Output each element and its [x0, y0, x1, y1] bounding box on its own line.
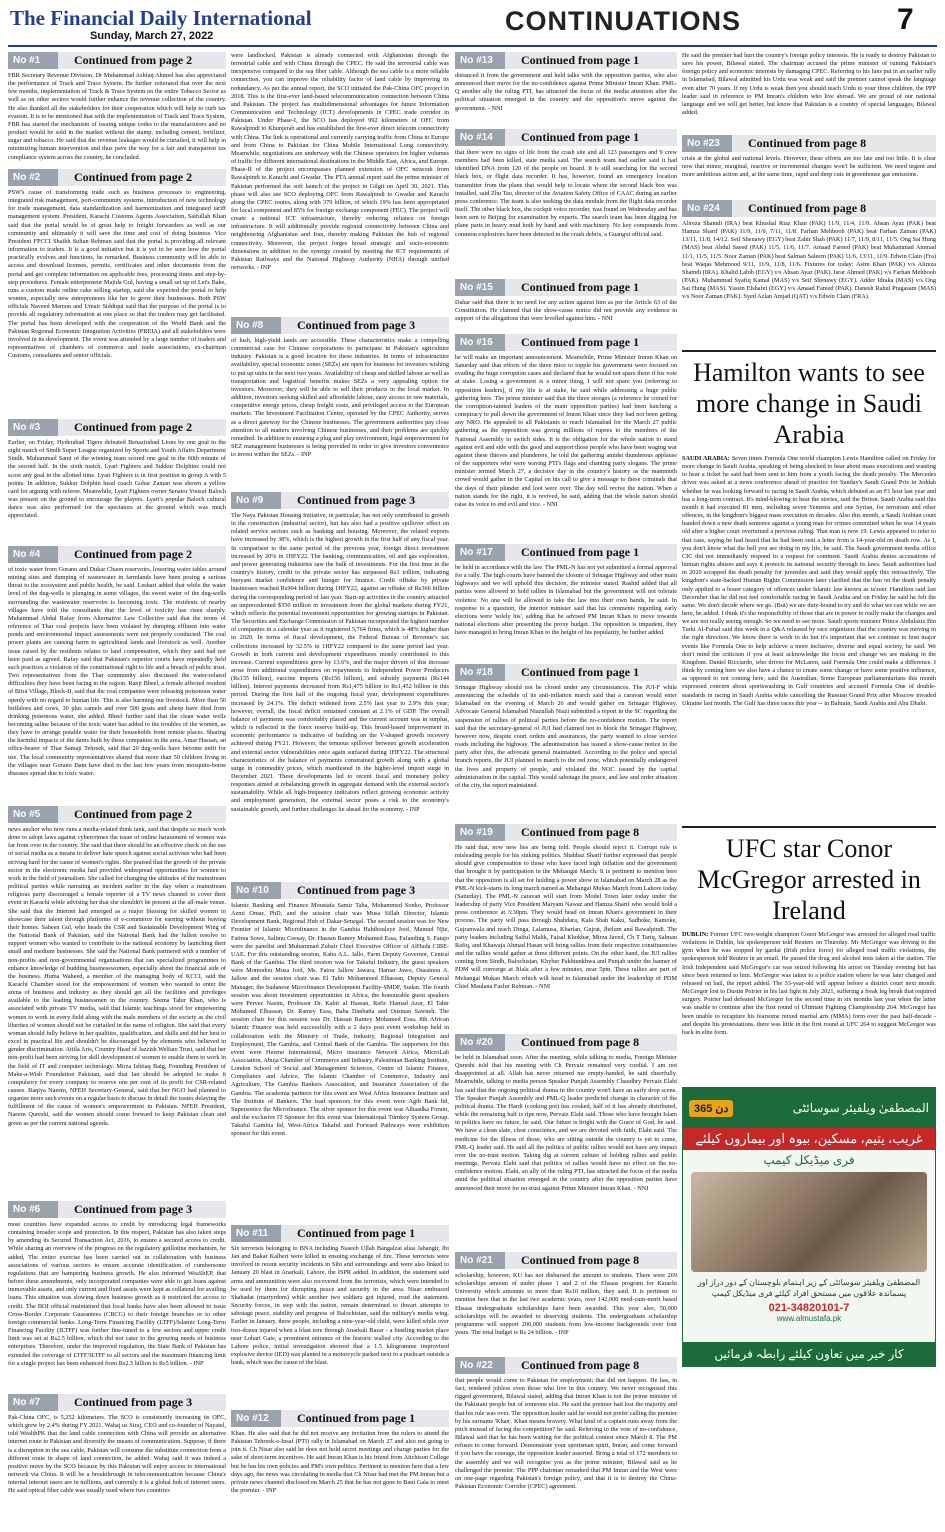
item-body: The Naya Pakistan Housing Initiative, in particular, has not only contributed to growth in the construction (industrial sector), but has also had a positive spillover effect on related service sectors such as banking and housing. Moreover, the related exports have increased by 38%, which is the highest growth in the first half of any fiscal year. In comparison to the same period of the previous year, foreign direct investment increased by 20% in 1HFY22. The banking, communication, oil and gas exploration, and power generating industries saw the bulk of investments. For the first time in the country's history, credit to the private sector has surpassed Rs1 trillion, indicating buoyant market confidence and hunger for finance. Credit offtake by private businesses reached Rs904 billion during 1HFY22, against an offtake of Rs366 billion during the corresponding period of last year. Start-up activities in the country attracted an unprecedented $350 million in investment from the global markets during FY21, which reflects the potential investment opportunities for growing startups in Pakistan. The Securities and Exchange Commission of Pakistan incorporated the highest number of companies in a calendar year as it registered 5,764 firms, which is 48% higher than in 2020. In terms of fiscal development, the Federal Bureau of Revenue's tax collections increased by 32.5% in 1HFY22 compared to the same period last year. Growth in both current and development expenditures mostly contributed to this increase. Current expenditures grew by 13.6%, and the major drivers of this increase arose from additional expenditures on repayments to Independent Power Producers (Rs135 billion), vaccine imports (Rs156 billion), and subsidy payments (Rs144 billion). Interest payments decreased from Rs1,475 billion to Rs1,452 billion in this period. During the first half of the ongoing fiscal year, development expenditures increased by 24.1%. The deficit widened from 2.5% last year to 2.9% this year; however, overall, the fiscal deficit remained constant at 2.1% of GDP. The overall balance of payments was comfortably placed and the current account was in surplus, which is reflected in the forex reserve build-up. This broad-based improvement in economic performance is indicative of building on the V-shaped growth recovery achieved during FY21. However, the tenuous spillover between growth acceleration and external sector vulnerabilities once again surfaced during 1HFY22. The structural characteristics of the balance of payments constrained growth along with a global surge in commodity prices, which manifested in the higher-level import surge in December 2021. These developments led to recent fiscal and monetary policy responses aimed at rebalancing growth in aggregate demand with the external sector's sustainability. While all high-frequency indicators reflect growing economic activity and employment generation, the external sector poses a risk to the economy's sustainable growth, and further challenges lie ahead for the economy. - INP [231, 512, 449, 813]
item-header [455, 1357, 677, 1374]
item-header [8, 52, 226, 69]
ad-header [683, 1088, 935, 1128]
item-body: were landlocked. Pakistan is already connected with Afghanistan through the terrestrial cable and with China through the CPEC. He said the terrestrial cable was inexpensive compared to the sea fiber cable. Although the sea cable is a more reliable connection, you can improve the reliability factor of land cable by improving its redundancy. As per the annual report, the SCO initiated the Pak-China OFC project in 2018. This is the first-ever land-based telecommunication connection between China and Pakistan. The project has multidimensional advantages for future Information Communication and Technology (ICT) developments in CPEC trade corridor in Pakistan. Under Phase-I, the SCO has deployed 992 kilometers of OFC from Rawalpindi to Khunjerab and has established the first-ever direct telecom connectivity with China. The link is operational and currently carrying traffic from China to Europe and from China to Pakistan for China Mobile International Long connectivity. Meanwhile, negotiations are underway with the Chinese operators for higher volumes of traffic for different international destinations in the Middle East, Africa, and Europe. Phase-II of the project encompasses planned extension of OFC network from Rawalpindi to Karachi and Gwadar. The PTA annual report said the prime minister of Pakistan performed the soft launch of the project in Gilgit on April 30, 2021. This phase will also see SCO deploying OFC from Rawalpindi to Gwadar and Karachi along the CPEC routes, along with 379 billion, of which 19% has been appropriated for local component and 85% for foreign exchange component (FEC). The project will create a national ICT infrastructure, thereby reducing reliance on foreign infrastructure. It will additionally provide regional connectivity between China and neighbouring Afghanistan and Iran, thereby making Pakistan the hub of regional connectivity. Moreover, the project forges broad strategic and socio-economic dimensions in addition to the synergy created by meeting the ICT requirements of Pakistan Railways and the National Highway Authority (NHA) through unified networks. - INP [231, 52, 449, 272]
continuation-item [455, 664, 677, 819]
item-body: crisis at the global and national levels. However, these efforts are too late and too little. It is clear now that minor, marginal, reactive or incremental changes won't be sufficient. We need urgent and more ambitious action and, at the same time, rapid and deep cuts in greenhouse gas emissions. [682, 155, 936, 179]
item-continued-label: Continued from page 8 [505, 1357, 677, 1374]
item-continued-label: Continued from page 1 [505, 334, 677, 351]
item-continued-label: Continued from page 2 [58, 546, 226, 563]
continuation-item [8, 52, 226, 164]
story-headline: Hamilton wants to see more change in Saudi Arabia [682, 350, 936, 450]
item-number: No #15 [455, 279, 505, 296]
item-number: No #18 [455, 664, 505, 681]
item-body: Earlier, on Friday, Hyderabad Tigers defeated Benazirabad Lions by one goal in the eight match of Sindh Super League organized by Sports and Youth Affairs Department Sindh. Muhammad Sami of the winning team scored one goal in the 60th minute of the second half. In the sixth match, Lyari Fighters and Sukkur Dolphins could not score any goal in the allotted time. Lyari Fighters is in first position in group A with 5 points. In addition, Sukkur Dolphin head coach Gohar Zaman was shown a yellow card for arguing with referee. Meanwhile, Lyari Fighters owner Senator Yousuf Baloch was present on the ground to encourage the players. Lyari's popular Baloch cultural dance was also performed for the spectators at the ground which was much appreciated. [8, 439, 226, 520]
item-number: No #17 [455, 544, 505, 561]
continuation-item [682, 200, 936, 345]
ad-photo [691, 1172, 927, 1272]
column-4 [682, 52, 936, 1367]
item-continued-label: Continued from page 8 [505, 1252, 677, 1269]
item-continued-label: Continued from page 1 [281, 1225, 449, 1242]
story-text: Seven times Formula One world champion Lewis Hamilton called on Friday for more change in Saudi Arabia, speaking of being shocked to hear about mass executions and wanting to hear a ticket he said had been sent to him from a youth facing the death penalty. The Mercedes driver was asked at a news conference ahead of practice for Sunday's Saudi Grand Prix in Jeddah whether he was looking forward to racing in Saudi Arabia, which debuted as an F1 host last year and has a long-term contract. It's mind-blowing to hear the stories, said the Briton. Saudi Arabia said this month it had executed 81 men, including seven Yemenis and one Syrian, for terrorism and other offences, in the kingdom's biggest mass execution in decades. Also this month, a Saudi Arabian court handed down a new death sentence against a young man for crimes committed when he was 14 years old after a higher court overturned a previous ruling. That man is now 19. Lewis appeared to refer to that case, saying he had heard that he had been sent a letter from a 14-year-old on death row. As I, you don't know what the hell you are doing in my life, he said. The Saudi government media office CIC did not immediately respond to a request for comment. Saudi Arabia denies accusations of human rights abuses and says it protects its national security through its laws. Saudi authorities had in 2020 scrapped the death penalty for juveniles and said they would apply this retroactively. The kingdom's state-backed Human Rights Commission later clarified that the ban on the death penalty only applied to a lesser category of offences under Islamic law known as ta'zeer. Hamilton said last December that he did not feel comfortable racing in Saudi Arabia and on Friday he said he felt the same. We don't decide where we go. (But) we are duty-bound to try and do what we can while we are here, he added. I think it's the responsibility of those that are in power to really make the changes and we are not really seeing enough. So we need to see more. Saudi sports minister Prince Abdulaziz Bin Turki Al-Faisal said this week in a Q&A released by race organisers that the country was moving in the right direction. We know there is work to do but it's important that we continue to host major events like Formula One to help achieve a more inclusive, diverse and equal society, he said. We don't mind the criticism if you at least acknowledge the focus and change we are making in the Kingdom. Daniel Ricciardo, who drives for McLaren, said Formula One could make a difference. I think by coming here we also have a chance to create some change or have some positive influence, as opposed to not coming here, said the Australian. Some European parliamentarians this month expressed concern about sportswashing in Gulf countries and accused Formula One of double-standards in racing in Saudi Arabia while cancelling the Russian Grand Prix after Moscow invaded Ukraine last month. The Gulf has three races this year -- in Bahrain, Saudi Arabia and Abu Dhabi. [682, 455, 936, 707]
item-body: Islamic Banking and Finance Moustafa Samir Taha, Mohammed Sonko, Professor Azmi Omar, PhD, and the session chair was Musa Sillah Director, Islamic Development Bank, Regional Hub of Dakar-Senegal. The second session was for New Frontier of Islamic Microfinance in the Gambia Habiboulaye Joof, Mamud Njie, Fatima Sowe, Salimu Ceesay, Dr. Hassan Ramey Mohamed Essa, Fafanding S. Fatajo were the panelist and Muhammad Zubair Chief Executive Officer of AlHuda CIBE-UAE. For this outstanding session, Kaba A.L. Jallo, Farm Deputy Governor, Central Bank of the Gambia. The third session was for Takaful Industry, the guest speakers were Momodou Musa Joof, Ms. Fatou Jallow Jawara, Hamar Jawo, Ousainou A. Jallow and the session chair was El Tahir Mohammed Elhassan, Deputy General Manager, the Sudanese Microfinance Development Facility-SMDF, Sudan. The fourth session was about investment opportunities in Africa, the honourable guest speakers were Pervez Nasim, Professor Dr. Kabir al Hassan, Rafic Hamad Azar, El Tahir Mohamed Elhassan, Dr. Ramey Essa, Baba Danbatta and Ousman Sawneh. The session chair for this session was Dr. Hassan Ramey Mohamed Essa. 8th African Islamic Finance was held successfully with a 2 days post event workshop held in collaboration with the Ministry of Trade, Industry, Regional Integration and Employment, The Gambia, and Central Bank of the Gambia. The supporters for this event were Heemo International, Micro insurance Network Africa, MicroLab Association, Abuja Chamber of Commerce and Industry, Palestinian Banking Institute, London School of Social and Management Sciences, Centre of Islamic Finance, Compliance and Advice, The Islamic Chamber of Commerce, Industry and Agriculture, The Gambia Bankers Association, and Insurance Association of the Gambia. The academia partners for this event are West Africa Insurance Institute and The Institute of Bankers. The lead sponsors for this event were Agib Bank ltd, Supersonicz the Microfinance. The silver sponsor for this event was Alhaadka Forum, and the exclusive IT Sponsor for this event was International Turnkey System Group. Takaful Gambia ltd, West-Africa Takaful and Forward Pathways were exhibition sponsor for this event. [231, 902, 449, 1138]
item-continued-label: Continued from page 1 [505, 279, 677, 296]
item-continued-label: Continued from page 1 [281, 1410, 449, 1427]
page-number: 7 [897, 3, 914, 36]
item-header [455, 1034, 677, 1051]
story-dateline: DUBLIN: [682, 931, 709, 938]
item-number: No #14 [455, 129, 505, 146]
continuation-item [8, 419, 226, 541]
item-header [8, 806, 226, 823]
item-header [682, 200, 936, 217]
item-body: be held in accordance with the law. The PML-N has not yet submitted a formal approval for a rally. The high courts have banned the closure of Srinagar Highway and other main highways and we will uphold this decision, the minister stated. Rashid added that all parties were allowed to hold rallies in Islamabad but the government will not tolerate violence. No one will be allowed to take the law into their own hands, he said. In response to a question, the interior minister said that his comments regarding early elections were 'solely his', adding that he advised PM Imran Khan to move towards national elections after presenting the proxy budget. The opposition is impudent, they have managed to bring Imran Khan to the height of his popularity, he further added. [455, 564, 677, 637]
item-continued-label: Continued from page 1 [505, 52, 677, 69]
item-header [455, 824, 677, 841]
item-number: No #6 [8, 1201, 58, 1218]
item-header [8, 546, 226, 563]
continuation-item [455, 1357, 677, 1532]
item-body: of lush, high-yield lands are accessible. These characteristics make a compelling commercial case for Chinese corporations to participate in Pakistan's agriculture industry. Pakistan is a good location for these industries. In terms of infrastructure availability, special economic zones (SEZs) are open for business for investors wishing to put up units in the next two years. Availability of cheap and skilled labour as well as transportation and logistical benefits makes SEZs a very appealing option for investors. Moreover, they will be able to sell their products in the local market. In addition, investors seeking skilled and affordable labour, easy access to raw materials, competitive energy prices, cheap freight costs, and privileged access to the European markets. The Investment Facilitation Centre, operated by the CPEC Authority, serves as a direct gateway for the Chinese businesses. The government authorities pay close attention to all matters involving Chinese businesses, and their problems are quickly remedied. In addition to ensuring a plug and play environment, legal empowerment for SEZ management businesses is being provided in order to give investors convenience to invest within the SEZs. - INP [231, 337, 449, 459]
item-continued-label: Continued from page 8 [505, 1034, 677, 1051]
continuation-item [231, 1410, 449, 1520]
continuation-item [231, 52, 449, 312]
item-number: No #2 [8, 169, 58, 186]
item-number: No #22 [455, 1357, 505, 1374]
ad-badge: 365 دن [689, 1100, 733, 1117]
item-body: Khan. He also said that he did not receive any invitation from the rulers to attend the Pakistan Tehreek-e-Insaf (PTI) rally in Islamabad on March 27 and also not going to join it. Ch Nisar also said he does not hold secret meetings and change parties for the sake of short-term incentives. He said Imran Khan is his friend from Aitchison College but he has his own policies and PM's own politics. Pertinent to mention here that a few days ago, the news was circulating in media that Ch Nisar had met the PM Imran but a private news channel disclosed on March 25 that he has not gone to Bani Gala to meet the premier. - INP [231, 1430, 449, 1495]
item-continued-label: Continued from page 2 [58, 169, 226, 186]
item-continued-label: Continued from page 1 [505, 664, 677, 681]
column-3 [455, 52, 677, 1532]
continuation-item [8, 1394, 226, 1514]
item-continued-label: Continued from page 1 [505, 129, 677, 146]
item-continued-label: Continued from page 2 [58, 52, 226, 69]
item-body: he will make an important announcement. Meanwhile, Prime Minister Imran Khan on Saturday said that efforts of the three mice to topple his government were focused on evading the huge corruption cases and declared that he would not spare them if his vote at stake. Losing a government is a minor thing, I will not spare you (referring to opposition leaders), if my life is at stake, he said while addressing a huge public gathering here. The prime minister said that the three stooges (a reference he coined for the corruption-tainted leaders of the main opposition parties) had been hatching a conspiracy to pull down the government of Imran Khan since they had not been getting any NRO. He appealed to all Pakistanis to reach Islamabad for the March 27 public gathering as the opposition was giving millions of rupees to the members of the National Assembly to switch sides. It is the obligation for the whole nation to stand against evil and side with the good and support those people who have been waging war against these thieves and plunderers, he told the gathering amidst thunderous applause of the supporters who were waving PTI's flags and chanting party slogans. The prime minister termed March 27, a decisive day in the country's history as the mammoth crowd would gather in the Capital on his call to give a message to these criminals that the days of their plunder and loot were over. The day will revive the nation. When a nation stands for the right, it is revived, he said, adding that the whole nation should raise its voice to end evil and vice. - NNI [455, 354, 677, 508]
item-continued-label: Continued from page 2 [58, 806, 226, 823]
item-body: Six terrorists belonging to BNA including Naseeb Ullah Bangalzai alias Jahangir, Ibi Jan and Bakar Kalbert were killed in ensuing exchange of fire. These terrorists were involved in recent security incidents in Sibi and surroundings and were also linked to January 20 blast in Anarkali, Lahore, the ISPR added. In addition, the statement said arms and ammunition were also recovered from the terrorists, which were intended to be used by them for disrupting peace and security in the area. Nisar embraced Shahadat (martyrdom) while another two soldiers got injured, read the statement. Security forces, in step with the nation, remain determined to thwart attempts to sabotage peace, stability and progress of Balochistan, said the military's media wing. Earlier in January, three people, including a nine-year-old child, were killed while over two-dozen injured when a blast tore through Anarkali Bazar - a bustling market place near Lohari Gate, a prominent entrance of the historic walled city. According to the Lahore police, initial investigation showed that a 1.5 kilogramme improvised explosive device (IED) was planted in a motorcycle parked next to a pushcart outside a bank, which was the cause of the blast. [231, 1245, 449, 1367]
ad-phone: 021-34820101-7 [768, 1302, 850, 1314]
continuation-item [231, 882, 449, 1220]
masthead-rule [8, 45, 937, 47]
item-header [231, 1225, 449, 1242]
item-number: No #23 [682, 135, 732, 152]
continuation-item [455, 1252, 677, 1352]
continuation-item [8, 1201, 226, 1389]
item-header [455, 664, 677, 681]
masthead [0, 0, 945, 48]
item-body: distanced it from the government and held talks with the opposition parties, who also announced their move for the no-confidence against Prime Minister Imran Khan. PML-Q another ally the ruling PTI, has attracted the focus of the media attention after the political situation emerged in the country and the opposition's move against the government. - NNI [455, 72, 677, 112]
column-1 [8, 52, 226, 1519]
item-body: scholarship, however, KU has not disbursed the amount to students. There were 269 scholarships amount of under phase 1 and 2 of the Ehsaas program for Karachi University which amounts to more than Rs10 million, they said. It is pertinent to mention here that in the last two academic years, over 142,000 need-cum-merit based Ehsaas undergraduate scholarships have been awarded. This year also, 50,000 scholarships will be awarded to deserving students. The undergraduate scholarship programme will support 200,000 students from low-income backgrounds over four years. The total budget is Rs 24 billion. - INP [455, 1272, 677, 1337]
continuation-item [455, 334, 677, 539]
item-header [455, 1252, 677, 1269]
item-number: No #11 [231, 1225, 281, 1242]
item-number: No #19 [455, 824, 505, 841]
item-header [455, 129, 677, 146]
item-body: Srinagar Highway should not be closed under any circumstances. The JUI-F while announcing the schedule of its anti-inflation march said that a caravan would enter Islamabad on the evening of March 26 and would gather on Srinagar Highway. Advocate General Islamabad Niazullah Niazi submitted a report in the SC regarding the suspension of rallies of political parties before the no-confidence motion. The report said that the secretary-general of JUI had claimed not to block the Srinagar Highway, however now, despite court orders and assurances, the party wanted to close service roads including the highway. The administration has issued a show-cause notice to the party after this, the advocate general maintained. According to the police and special branch reports, the JUI planned to march to the red zone, which potentially endangered the lives and property of people, and violated the NOC issued by the capital administration in the capital. This would sabotage the peace, and law and order situation of the city, the report maintained. [455, 684, 677, 789]
item-header [231, 1410, 449, 1427]
ad-brand: المصطفیٰ ویلفیئر سوسائٹی [792, 1100, 929, 1115]
item-body: PSW's cause of transforming trade such as business processes to engineering, integrated risk management, port-community systems, introduction of new technology for trade management, data standardization and harmonization and integrated tariff management system. President, Karachi Customs Agents Association, Saifullah Khan said that the portal would be of great help to freight forwarders as well as our community and ultimately it will save the time and cost of doing business. Vice President FPCCI Shaikh Sultan Rehman said that the portal is providing all relevant information to traders. It is a good initiative but it is yet to be seen how the portal practically evolves and functions, he remarked. Business community will be able to access and download licenses, permits, certificates and other documents from the portal and get complete information on applicable fees, processing times and step-by-step procedures. Female entrepreneur Majida Gul, having a small set up of Let's Bake, runs a custom made online cake selling startup, said she expected the portal to help women, especially new entrepreneurs like her to grow their businesses. Both PSW officials Naveed Memon and Umair Siddiqui said that the purpose of the portal is to provide all regulatory information at one place so that the traders may get facilitated. The portal has been developed with the cooperation of the World Bank and the Pakistan Regional Economic Integration Activities (PREIA) and all stakeholders were involved in its development. The event was attended by a large number of traders and representatives of chambers of commerce and trade associations, ex-chairman Customs, consultants and senior officials. [8, 189, 226, 360]
item-number: No #7 [8, 1394, 58, 1411]
item-header [231, 882, 449, 899]
item-continued-label: Continued from page 8 [732, 200, 936, 217]
item-continued-label: Continued from page 3 [58, 1394, 226, 1411]
item-body: FBR Secretary Revenue Division, Dr Muhammad Ashfaq Ahmed has also appreciated the performance of Track and Trace System. He further reiterated that over the next few months, implementation of Track & Trace System on the entire Tobacco Sector as well as on other sectors would further enhance the revenue collection of the country. He also thanked all the stakeholders for their cooperation which will help to curb tax evasion. It is to be mentioned that with the implementation of Track and Trace System, FBR has started the mechanism of issuing unique codes to the manufacturers and no product would be sold in the market without the stamp, including cement, fertilizer, sugar and tobacco. He said that the revenue leakages would be curtailed, it will help in minimizing human intervention and thus pave the way for a fair and transparent tax compliance system across the country, he concluded. [8, 72, 226, 161]
item-body: news anchor who now runs a media-related think tank, said that despite so much work done to adopt laws against cybercrimes the issue of online harassment of women was far from over in the country. She said that there should be an effective check on the use of social media as a means to deliver hate speech against social activists who had been striving hard for the cause of women's rights. She praised that the growth of the private sector in the electronic media had provided widespread opportunities for women to work in the field of journalism. She called for changing the attitudes of the mainstream political parties while narrating an incident earlier in the day when a mainstream religious party discouraged a female reporter of a TV news channel to cover their event in Karachi while advising her that she shouldn't be present at the all-male venue. She said that the Internet had emerged as a major blessing for skilled women to showcase their talent through platforms of e-commerce for earning without leaving their homes. Sabeen Gul, who heads the CSR and Sustainable Development Wing of the National Bank of Pakistan, said the National Bank had the fullest resolve to support women who wanted to contribute to the national economy by launching their small and medium businesses. She said the National Bank partnered with a number of non-profits and non-governmental organisations that ran specialized programmes to enhance knowledge of budding businesswomen, especially about the financial side of the business. Huma Waheed, a member of the managing body of KCCI, said the Karachi Chamber stood for the empowerment of women who wanted to enter the arena of business and industry as they should get all the facilities and privileges available to the leading businessmen in the country. Seema Tahir Khan, who is associated with private TV media, said that Islamic teachings stood for empowering women to work in every field along with the male members of the society as the civil liberties of women should not be curtailed in the name of religion. She said that every woman should fully believe in her qualities, qualification, and skills and did her best to excel in practical life and shouldn't be discouraged by the elements who believed in gender discrimination. Attila Aris, Country Head of Jazzish Welfare Trust, said that her non-profit had been striving for skill development of women to enable them to work in the field of IT and computer technology. Mirza Ishtiaq Baig, Founding President of Make-a-Wish Foundation Pakistan, said that Ian should be adopted to make it compulsory for every company to reserve one per cent of its profit for CSR-related causes. Baqiya Naeem, NFEH Secretary-General, said that her NGO had planned to organise more such events on a regular basis to discuss in detail the issues delaying the fulfillment of the cause of women's empowerment in Pakistan. NFEH President, Naeem Qureshi, said the women should come forward to keep Pakistan clean and green as per the current national agenda. [8, 826, 226, 1127]
item-body: He said that, now new lies are being told. People should reject it. Corrupt rule is misleading people for his sinking politics. Shahbaz Sharif further expressed that people should give compensation to those who have faced high inflation and the government that brought it by participation in the Mehangai March. It is pertinent to mention here that the opposition is all set for holding a power show in Islamabad on March 28 as the PML-N kick-starts its long march named as Mehangai Mukao March from Lahore today (Saturday). The PML-N caravan will start from Model Town later today under the leadership of party Vice President Maryam Nawaz and Hamza Sharif who would hold a press conference at 3:30pm. They would head on Imran Khan's government in their process. The party will pass through Shahdara, Kala Shah Kaku, Sadhoke, Kamoke, Gujranwala and reach Dinga, Lalamusa, Kharian, Gujrat, Jhelum and Rawalpindi. The party leaders including Saiful Malik, Faisal Khokhar, Mirza Javed, Ch T Tariq, Salman Rafiq, and Khawaja Ahmad Hasan will bring rallies from their respective constituencies and the rallies would gather at three different points. On the other hand, the JUI rallies coming from Sindh, Balochistan, Khyber Pakhtunkhwa and Punjab under the banner of PDM will converge at Jilala after a few minutes, near 5pm. These rallies are part of Mehangai Mukao March which will head to Islamabad under the leadership of PDM Chief Maulana Fazlur Rehman. - NNI [455, 844, 677, 990]
ad-text: المصطفیٰ ویلفیئر سوسائٹی کے زیر اہتمام بلوچستان کے دور دراز اور پسماندہ علاقوں میں مستحق افراد کیلئے فری میڈیکل کیمپ [697, 1278, 921, 1298]
continuation-item [231, 492, 449, 877]
item-header [455, 544, 677, 561]
item-body: that there were no signs of life from the crash site and all 123 passengers and 9 crew members had been killed, state media said. The search team had earlier said it had identified DNA from 120 of the people on board. It is still searching for the second black box, or flight data recorder. It has, however, found an emergency location transmitter from the plane that would help to locate where the second black box was installed, said Zhu Tao, director of the Aviation Safety Office of CAAC during an earlier press conference. The team is also seeking the data module from the flight data recorder itself. The other black box, the cockpit voice recorder, was found on Wednesday and has been sent to Beijing for examination by experts. The search team has been digging for plane parts in heavy mud both by hand and with machinery. No key compounds from common explosives have been detected in the crash debris, a Guangxi official said. [455, 149, 677, 238]
item-header [8, 1201, 226, 1218]
story-body [682, 931, 936, 1081]
item-header [682, 135, 936, 152]
item-header [231, 492, 449, 509]
item-continued-label: Continued from page 8 [732, 135, 936, 152]
item-continued-label: Continued from page 3 [281, 317, 449, 334]
charity-advertisement [682, 1087, 936, 1367]
story-headline: UFC star Conor McGregor arrested in Ireland [682, 826, 936, 926]
item-header [8, 419, 226, 436]
item-header [231, 317, 449, 334]
news-story-hamilton [682, 350, 936, 820]
item-header [455, 279, 677, 296]
ad-footer: کار خیر میں تعاون کیلئے رابطہ فرمائیں [683, 1342, 935, 1366]
item-number: No #9 [231, 492, 281, 509]
item-body: Alireza Shamdi (IRA) beat Khushal Riaz Khan (PAK) 11/9, 11/4, 11/9. Ahsan Ayaz (PAK) beat Hamza Sharif (PAK) 11/9, 11/9, 7/11, 11/8. Farhan Mehboob (PAK) beat Farhan Zaman (PAK) 13/11, 11/8, 14/12. Seif Shenawy (EGY) beat Zahir Shah (PAK) 11/7, 11/9, 8/11, 11/5. Ong Sai Hung (MAS) beat Abdul Saeed (PAK) 11/5, 11/6, 11/7. Amaad Fareed (PAK) beat Muhammad Ammad 11/1, 11/5, 11/5. Noor Zaman (PAK) beat Salman Saleem (PAK) 11/6, 13/11, 11/9. Edwin Clain (Fra) beat Waqas Mehmood 9/11, 11/9, 11/8, 11/6. Fixtures for today: Asim Khan (PAK) v/s Alireza Shamdi (IRA). Khalid Labib (EGY) v/s Ahsan Ayaz (PAK). Israr Ahmed (PAK) v/s Farhan Mehboob (PAK). Muhammad Syafiq Kamal (MAS) v/s Seif Shenawy (EGY). Adder Idraka (MAS) v/s Ong Sai Hung (MAS). Yassin Elshafei (EGY) v/s Amaad Fareed (PAK). Danesh Rahul Pragasam (MAS) v/s Noor Zaman (PAK). Syed Azlan Amjad (QAT) v/s Edwin Clain (FRA). [682, 220, 936, 301]
item-header [455, 334, 677, 351]
item-body: of toxic water from Gorano and Dukar Chaon reservoirs, lowering water tables around mining sites and dumping of wastewater in farmlands have been posing a serious threat to the ecosystem and public health, he said. Leshari added that while the water level of the dug-wells is plunging in some villages, the sweet water of the dug-wells surrounding the wastewater reservoirs is becoming toxic. The residents of nearby villages have told the consultants that the level of toxicity has risen sharply. Muhammad Abdul Rafay from Alternative Law Collective said that the terms of reference of Thar coal projects have been violated by dumping effluent into water ponds and environmental impact assessments were not properly conducted. The coal power plants are causing harm to agricultural lands and livestock as well. Another issue raised by the residents relates to land compensation, which they said had not been paid as agreed. Rafay said that Pakistan's superior courts have repeatedly held such practices a violation of the constitutional right to life and a breach of public trust. Two representatives from the Thar community also discussed the water-related difficulties they have been facing in the region. Ranji Bheel, a female affected resident of Bitra Village, Block-II, said that the coal companies were releasing poisonous water openly with no regard to human life. This is also harming our livestock. More than 50 buffaloes and cows, 30 plus camels and over 500 goats and sheep have died from drinking poisonous water, she added. Bheel further said that the clean water wells becoming saline because of the toxic water has added to the troubles of the women, as they have to arrange potable water for their households from remote places. Sharing the harmful impacts of the dams built by these companies in the area, Amar Hassan, an office-bearer of Thar Samaji Tehreek, said that 20 dug-wells have become unfit for use. The local community representatives shared that more than 50 children living in the villages near Gorano Dam have died in the last few years from mosquito-borne diseases spread due to toxic water. [8, 566, 226, 777]
continuation-item [455, 129, 677, 274]
item-continued-label: Continued from page 3 [281, 882, 449, 899]
news-story-mcgregor [682, 826, 936, 1081]
item-number: No #12 [231, 1410, 281, 1427]
item-continued-label: Continued from page 1 [505, 544, 677, 561]
item-body: He said the premier had hurt the country's foreign policy interests. He is ready to destroy Pakistan to save his power, Bilawal stated. The chairman accused the prime minister of ruining Pakistan's foreign policy and economic interests by damaging CPEC. Referring to his fans put in an earlier rally in Islamabad, Bilawal admitted his Urdu was weak and said the premier cannot speak the language even after 70 years. If my Urdu is weak then you should teach Urdu to your three children, the PPP leader said in reference to PM Imran's children who live abroad. We are proud of our national language and we will get better, but know that Pakistan is a country of special languages, Bilawal added. [682, 52, 936, 117]
continuation-item [231, 1225, 449, 1405]
item-body: be held in Islamabad soon. After the meeting, while talking to media, Foreign Minister Qureshi told that his meeting with Ch Pervaiz remained very cordial. I am not disappointed at all. Allah has never returned me empty-handed, he said cheerfully. Meanwhile, talking to media person Speaker Punjab Assembly Chaudhry Pervaiz Elahi has said that the ongoing political drama in the country won't have an early drop scene. The Speaker Punjab Assembly and PML-Q leader predicted change in character of the political drama. The Hardi (cooking pot) has cooked, half of it has already distributed, while the remaining half is ripe now, Pervaiz Elahi said. Those who have brought Islam in politics have no future, he said. Our future is bright with the Grace of God, he said. We have a clean slate, clear conscience, and we are devoted with faith, Elahi said. The medicine for the illness of those, who are sitting outside the country is yet to come, PML-Q leader said. He said all the politics of public rallies would not have any impact over the no-trust motion. Taking dig at current culture of holding rallies and public meetings, Pervaiz Elahi said that politics of rallies would have no effect on the no-confidence motion. Elahi, an ally of the ruling PTI, has attracted the focus of the media amid the political situation emerged in the country after the opposition parties have announced their move for no-trust against Prime Minister Imran Khan. - NNI [455, 1054, 677, 1192]
item-number: No #4 [8, 546, 58, 563]
item-number: No #24 [682, 200, 732, 217]
item-number: No #10 [231, 882, 281, 899]
item-continued-label: Continued from page 2 [58, 419, 226, 436]
item-header [8, 1394, 226, 1411]
item-body: most countries have expanded access to credit by introducing legal frameworks containing broader scope and protection. In this respect, Pakistan has also taken steps by amending its Secured Transaction Act, 2016, to ensure a secured access to credit. While sharing an overview of the progress on the regulatory guillotine mechanism, he added, The entire exercise has been carried out in collaboration with business associations of various sectors to ensure accurate identification of cumbersome regulations that are hampering business growth. He also informed WeaShEP, that before these amendments, only incorporated companies were able to get loans against immovable assets, and only current and fixed assets were kept as collateral for availing loans. This situation was slowing down business growth as it restricted the access to credit. The BOI official maintained that local banks have also been allowed to issue Cross-Border Corporate Guarantees (CBCG) to their foreign branches or to other foreign commercial banks. Long-Term Financing Facility (LTFF)/Islamic Long-Term Financing Facility (ILTFF) was further fine-tuned to a few sectors and upper credit limit was set at Rs2.5 billion, which did not cater to the growing needs of business enterprises. Therefore, under the improved regulation, the State Bank of Pakistan has extended the coverage of LTFF/ILTFF to all sectors and the maximum financing limit for a single project has been enhanced from Rs2.5 billion to Rs5 billion. - INP [8, 1221, 226, 1367]
item-number: No #20 [455, 1034, 505, 1051]
continuation-item [455, 52, 677, 124]
continuation-item [8, 546, 226, 801]
item-number: No #13 [455, 52, 505, 69]
item-continued-label: Continued from page 8 [505, 824, 677, 841]
item-number: No #16 [455, 334, 505, 351]
story-text: Former UFC two-weight champion Conor McGregor was arrested for alleged road traffic violations in Dublin, his spokesperson told Reuters on Thursday. Mr McGregor was driving to the gym when he was stopped by gardai (Irish police force) for alleged road traffic violations, the spokesperson told Reuters in an email. He passed the drug and alcohol tests taken at the station. The Irish Independent said McGregor's car was seized following his arrest on Tuesday evening but has since been returned to him. McGregor was taken to a police station where he was later charged and released on bail, the report added. The 33-year-old will appear before a district court next month. McGregor lost to Dustin Poirier in his last fight in July 2021, suffering a freak leg break that required surgery. Poirier had defeated McGregor for the second time in six months last year when the latter was unable to continue after the first round of Ultimate Fighting Championship 264. McGregor has been unable to recapture his fearsome mixed martial arts (MMA) form over the past half-decade - and despite his protestations, there was little in the first round at UFC 264 to suggest McGregor was back in elite form. [682, 931, 936, 1036]
item-body: Dahar said that there is no need for any action against him as per the Article 63 of the Constitution. He claimed that the show-cause notice did not provide any evidence in support of the allegations that were levelled against him. - NNI [455, 299, 677, 323]
item-continued-label: Continued from page 3 [281, 492, 449, 509]
item-number: No #3 [8, 419, 58, 436]
continuation-item [8, 806, 226, 1196]
item-header [8, 169, 226, 186]
item-header [455, 52, 677, 69]
continuation-item [455, 279, 677, 329]
item-number: No #8 [231, 317, 281, 334]
item-number: No #1 [8, 52, 58, 69]
continuation-item [682, 52, 936, 130]
continuation-item [455, 824, 677, 1029]
ad-website: www.almustafa.pk [776, 1314, 842, 1323]
item-body: that people would come to Pakistan for employment; that did not happen. He has, in fact, rendered jobless even those who live in this country. We never recognised this rigged government, Bilawal stated, adding that Imran Khan is not the prime minister of the Pakistani people but of someone else. He said the premier had lost the majority and that his rule was over. The opposition leader said he would not prefer calling the premier by his surname 'Khan'. Khan means bravery. What kind of a captain runs away from the pitch instead of facing the competition? he said. Referring to the vote of no-confidence, Bilawal said that he has been waiting for the political contest since March 8. The PM refuses to come forward. Demonstrate your sportsman spirit, Imran, and come forward if you have the courage, the opposition leader asserted. Bring a total of 172 members to the assembly and we will recognise you as the prime minister, Bilawal said as he challenged the premier. The PPP chairman remarked that PM Imran and the West were on one-page regarding Pakistan's foreign policy, and that it is to destroy the China-Pakistan Economic Corridor (CPEC) agreement. [455, 1377, 677, 1491]
continuation-item [231, 317, 449, 487]
story-body [682, 455, 936, 820]
newspaper-title: The Financial Daily International [10, 6, 312, 30]
ad-banner: غریب، یتیم، مسکین، بیوہ اور بیماروں کیلئے [683, 1128, 935, 1150]
story-dateline: SAUDI ARABIA: [682, 455, 730, 462]
continuation-item [8, 169, 226, 414]
column-2 [231, 52, 449, 1525]
continuation-item [455, 1034, 677, 1247]
item-number: No #5 [8, 806, 58, 823]
item-body: Pak-China OFC, is 5,252 kilometers. The SCO is consistently increasing its OFC, which grew by 2.4% during FY 2021. Wahaj us Siraj, CEO and co-founder of Nayatel, told WealthPK that the land cable connection with China will provide an alternative internet route to Pakistan and diversify the means of communication. Suppose, if there is a disruption in the sea cable, Pakistan will consume the substitute connection from a different route in shape of land connection, he added. Wahaj said it was indeed a positive move by the SCO because by this Pakistan will enjoy access to international network via China. It will be a breakthrough in telecommunication because China's internal internet users are in millions, and currently it is a global hub of internet users. He said optical fiber cable was usually used where two countries [8, 1414, 226, 1495]
issue-date: Sunday, March 27, 2022 [90, 30, 214, 42]
ad-subtitle: فری میڈیکل کیمپ [763, 1153, 855, 1167]
continuation-item [455, 544, 677, 659]
continuation-item [682, 135, 936, 195]
item-continued-label: Continued from page 3 [58, 1201, 226, 1218]
section-title: CONTINUATIONS [505, 6, 741, 36]
item-number: No #21 [455, 1252, 505, 1269]
